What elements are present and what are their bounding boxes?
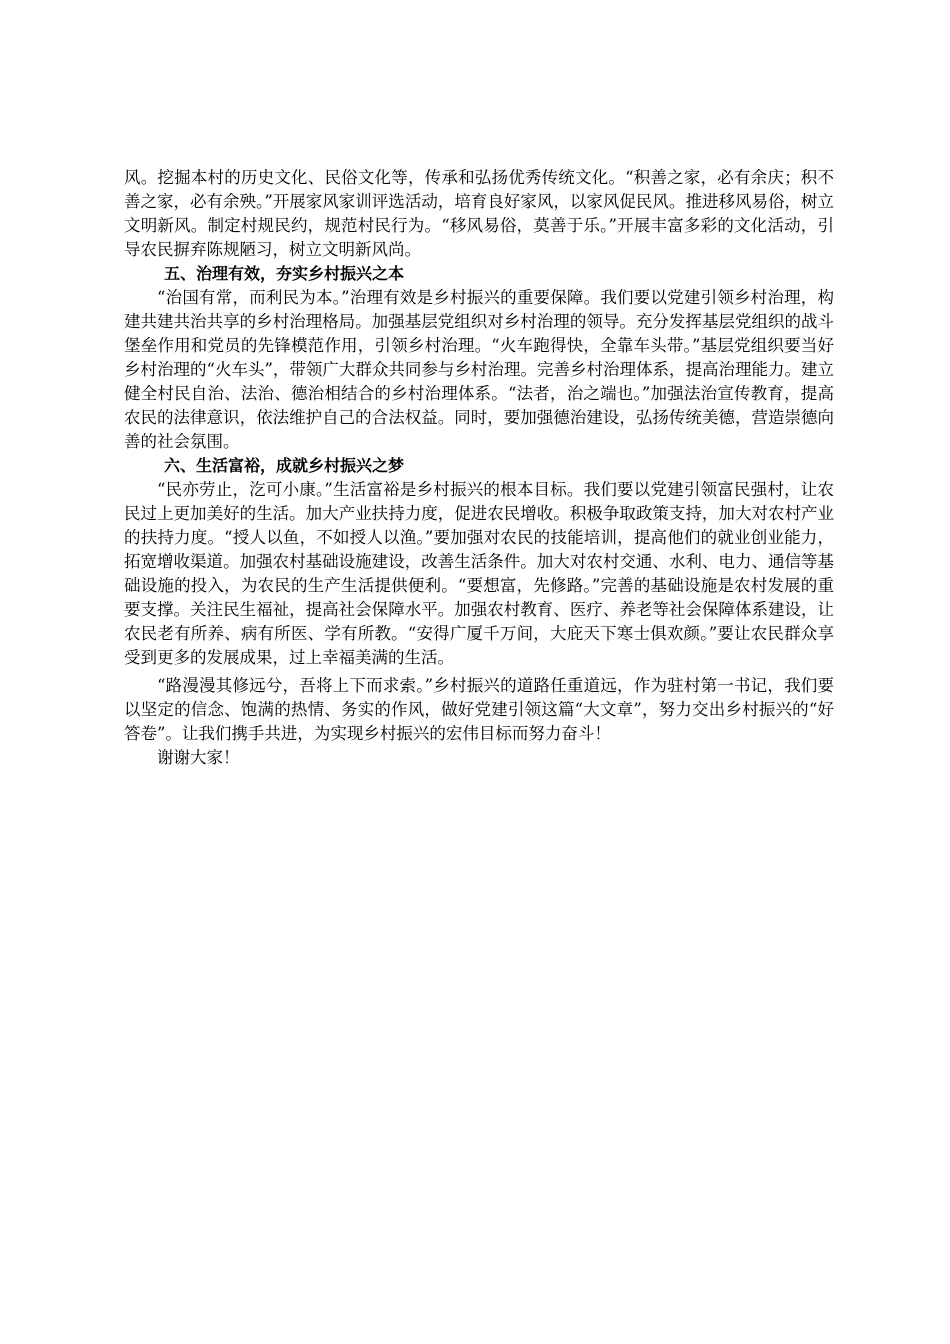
paragraph-governance: “治国有常，而利民为本。”治理有效是乡村振兴的重要保障。我们要以党建引领乡村治理，构建共建共治共享的乡村治理格局。加强基层党组织对乡村治理的领导。充分发挥基层党组织的战斗堡垒作用和党员的先锋模范作用，引领乡村治理。“火车跑得快，全靠车头带。”基层党组织要当好乡村治理的“火车头”，带领广大群众共同参与乡村治理。完善乡村治理体系，提高治理能力。建立健全村民自治、法治、德治相结合的乡村治理体系。“法者，治之端也。”加强法治宣传教育，提高农民的法律意识，依法维护自己的合法权益。同时，要加强德治建设，弘扬传统美德，营造崇德向善的社会氛围。	[124, 288, 834, 451]
section-heading-5: 五、治理有效，夯实乡村振兴之本	[164, 264, 405, 283]
paragraph-thanks: 谢谢大家！	[157, 748, 240, 767]
paragraph-conclusion: “路漫漫其修远兮，吾将上下而求索。”乡村振兴的道路任重道远，作为驻村第一书记，我们要以坚定的信念、饱满的热情、务实的作风，做好党建引领这篇“大文章”，努力交出乡村振兴的“好答卷”。让我们携手共进，为实现乡村振兴的宏伟目标而努力奋斗！	[124, 676, 834, 743]
document-body	[124, 166, 834, 770]
paragraph-prosperity: “民亦劳止，汔可小康。”生活富裕是乡村振兴的根本目标。我们要以党建引领富民强村，让农民过上更加美好的生活。加大产业扶持力度，促进农民增收。积极争取政策支持，加大对农村产业的扶持力度。“授人以鱼，不如授人以渔。”要加强对农民的技能培训，提高他们的就业创业能力，拓宽增收渠道。加强农村基础设施建设，改善生活条件。加大对农村交通、水利、电力、通信等基础设施的投入，为农民的生产生活提供便利。“要想富，先修路。”完善的基础设施是农村发展的重要支撑。关注民生福祉，提高社会保障水平。加强农村教育、医疗、养老等社会保障体系建设，让农民老有所养、病有所医、学有所教。“安得广厦千万间，大庇天下寒士俱欢颜。”要让农民群众享受到更多的发展成果，过上幸福美满的生活。	[124, 480, 834, 667]
paragraph-continuation: 风。挖掘本村的历史文化、民俗文化等，传承和弘扬优秀传统文化。“积善之家，必有余庆；积不善之家，必有余殃。”开展家风家训评选活动，培育良好家风，以家风促民风。推进移风易俗，树立文明新风。制定村规民约，规范村民行为。“移风易俗，莫善于乐。”开展丰富多彩的文化活动，引导农民摒弃陈规陋习，树立文明新风尚。	[124, 168, 834, 259]
section-heading-6: 六、生活富裕，成就乡村振兴之梦	[164, 456, 405, 475]
